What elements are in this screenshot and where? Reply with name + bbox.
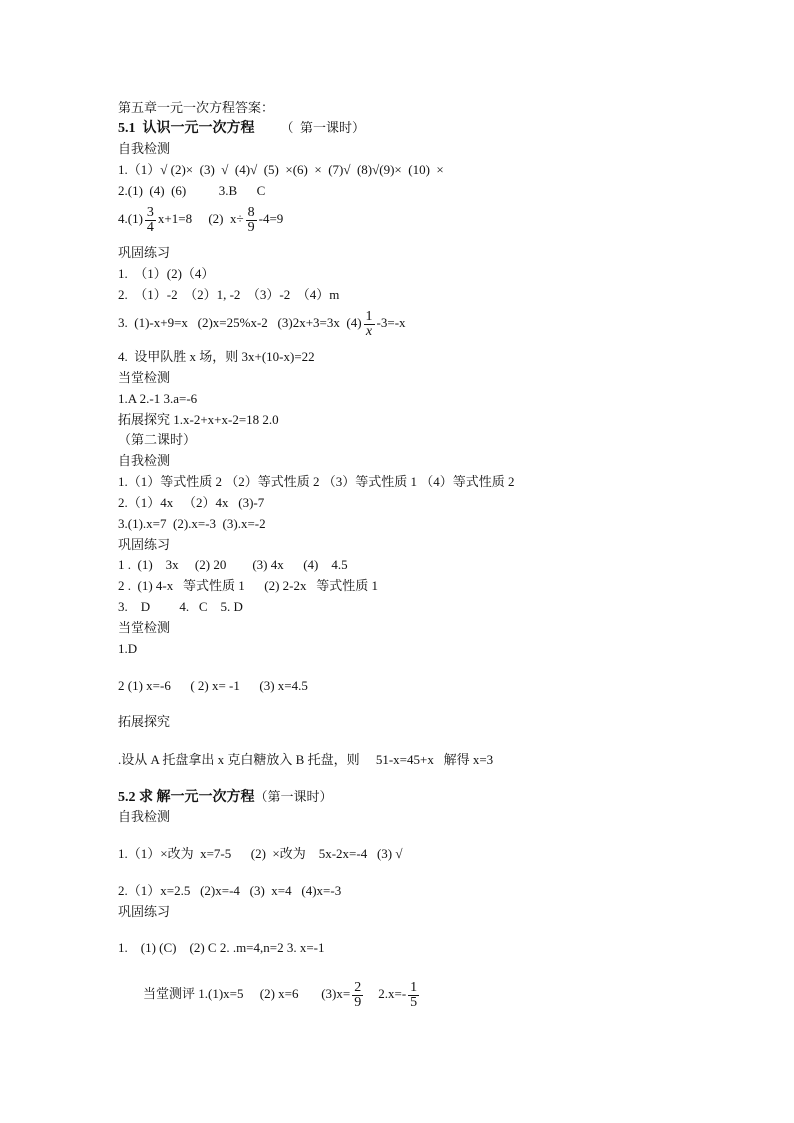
- subheading-practice: 巩固练习: [118, 904, 171, 919]
- text-segment: -3=-x: [376, 315, 406, 330]
- subheading-self-check: 自我检测: [118, 809, 171, 824]
- subheading-practice: 巩固练习: [118, 537, 171, 552]
- answer-line: 2.（1）x=2.5 (2)x=-4 (3) x=4 (4)x=-3: [118, 883, 342, 898]
- section-5-1-heading: [118, 120, 365, 137]
- lesson-label: （第一课时）: [254, 789, 333, 804]
- answer-line: 2 . (1) 4-x 等式性质 1 (2) 2-2x 等式性质 1: [118, 578, 378, 593]
- text-segment: -4=9: [258, 211, 284, 226]
- answer-line: 1.（1）×改为 x=7-5 (2) ×改为 5x-2x=-4 (3) √: [118, 846, 403, 861]
- text-segment: 3. (1)-x+9=x (2)x=25%x-2 (3)2x+3=3x (4): [118, 315, 362, 330]
- fraction: [145, 206, 156, 235]
- fraction: [352, 981, 363, 1010]
- answer-line: 1. （1）(2)（4）: [118, 266, 215, 281]
- answer-line: 1 . (1) 3x (2) 20 (3) 4x (4) 4.5: [118, 557, 348, 572]
- answer-line: 4. 设甲队胜 x 场，则 3x+(10-x)=22: [118, 349, 315, 364]
- fraction: [408, 981, 419, 1010]
- answer-line: 1.D: [118, 641, 138, 656]
- answer-line: 3. D 4. C 5. D: [118, 599, 243, 614]
- section-title: 5.1 认识一元一次方程: [118, 121, 255, 136]
- fraction-numerator: 3: [146, 204, 154, 220]
- text-segment: x+1=8 (2) x÷: [157, 211, 244, 226]
- fraction-numerator: 2: [354, 979, 362, 995]
- fraction: [364, 310, 375, 339]
- fraction-denominator: 9: [354, 994, 362, 1010]
- answer-line: 1.A 2.-1 3.a=-6: [118, 391, 198, 406]
- fraction-denominator: x: [365, 323, 373, 339]
- answer-line-with-fractions: [118, 204, 283, 235]
- lesson-label: （第二课时）: [118, 432, 197, 447]
- document-title: 第五章一元一次方程答案：: [118, 100, 275, 115]
- answer-line-with-fractions: [143, 979, 421, 1010]
- fraction-numerator: 8: [247, 204, 255, 220]
- answer-line: .设从 A 托盘拿出 x 克白糖放入 B 托盘，则 51-x=45+x 解得 x=3: [118, 752, 494, 767]
- answer-line: 2.(1) (4) (6) 3.B C: [118, 183, 266, 198]
- subheading-self-check: 自我检测: [118, 453, 171, 468]
- answer-line: 2 (1) x=-6 ( 2) x= -1 (3) x=4.5: [118, 678, 308, 693]
- text-segment: 当堂测评 1.(1)x=5 (2) x=6 (3)x=: [143, 986, 351, 1001]
- answer-line: 3.(1).x=7 (2).x=-3 (3).x=-2: [118, 516, 266, 531]
- lesson-label: （ 第一课时）: [280, 120, 366, 135]
- subheading-self-check: 自我检测: [118, 141, 171, 156]
- section-title: 5.2 求 解一元一次方程: [118, 790, 255, 805]
- text-segment: 4.(1): [118, 211, 143, 226]
- fraction-denominator: 4: [146, 219, 154, 235]
- answer-line: 1. (1) (C) (2) C 2. .m=4,n=2 3. x=-1: [118, 940, 325, 955]
- text-segment: 2.x=-: [365, 986, 407, 1001]
- subheading-practice: 巩固练习: [118, 245, 171, 260]
- answer-line: 拓展探究 1.x-2+x+x-2=18 2.0: [118, 412, 279, 427]
- fraction-denominator: 5: [410, 994, 418, 1010]
- answer-line: 1.（1）√ (2)× (3) √ (4)√ (5) ×(6) × (7)√ (8)√(9)× (10) ×: [118, 162, 444, 177]
- answer-line: 2.（1）4x （2）4x (3)-7: [118, 495, 265, 510]
- answer-line-with-fraction: [118, 308, 406, 339]
- fraction-numerator: 1: [410, 979, 418, 995]
- fraction: [246, 206, 257, 235]
- answer-line: 1.（1）等式性质 2 （2）等式性质 2 （3）等式性质 1 （4）等式性质 2: [118, 474, 515, 489]
- subheading-extension: 拓展探究: [118, 714, 171, 729]
- answer-line: 2. （1）-2 （2）1, -2 （3）-2 （4）m: [118, 287, 340, 302]
- section-5-2-heading: [118, 789, 333, 806]
- subheading-class-check: 当堂检测: [118, 620, 171, 635]
- fraction-denominator: 9: [247, 219, 255, 235]
- fraction-numerator: 1: [365, 308, 373, 324]
- subheading-class-check: 当堂检测: [118, 370, 171, 385]
